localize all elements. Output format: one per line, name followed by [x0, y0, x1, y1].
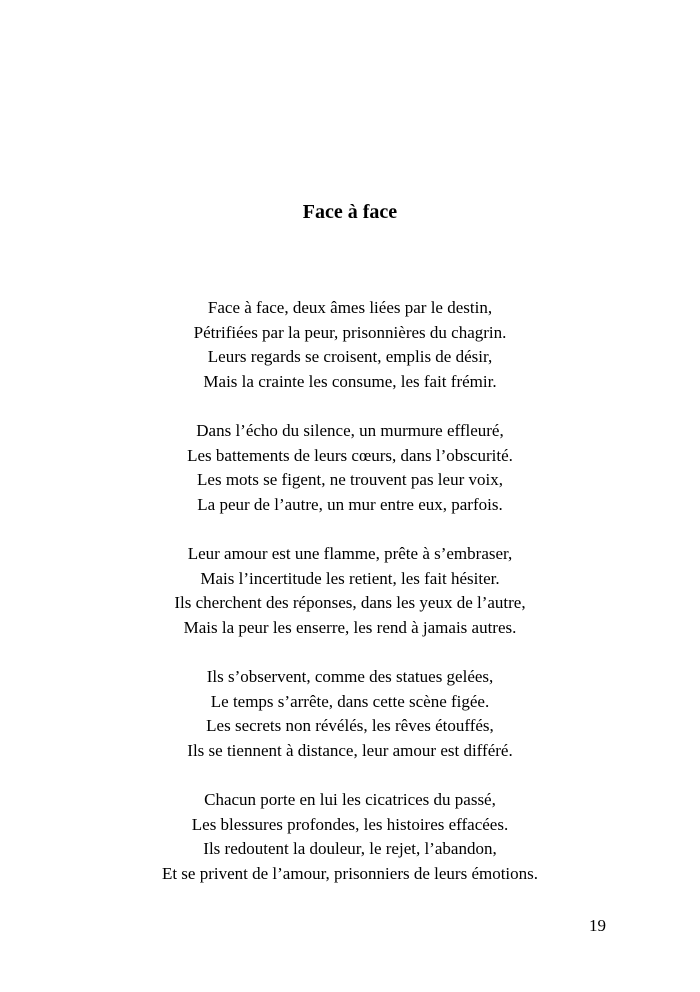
poem-line: Et se privent de l’amour, prisonniers de leurs émotions. — [161, 863, 539, 883]
poem-line: Les secrets non révélés, les rêves étouffés, — [206, 716, 494, 735]
stanza — [0, 296, 700, 394]
poem-line: Ils s’observent, comme des statues gelées, — [206, 667, 494, 686]
poem-title: Face à face — [302, 201, 398, 223]
poem-line: La peur de l’autre, un mur entre eux, parfois. — [197, 494, 503, 514]
poem-line: Les mots se figent, ne trouvent pas leur voix, — [197, 470, 503, 489]
stanza — [0, 788, 700, 886]
stanza — [0, 542, 700, 640]
poem-line: Mais l’incertitude les retient, les fait hésiter. — [200, 568, 500, 588]
poem-line: Chacun porte en lui les cicatrices du passé, — [204, 790, 496, 809]
stanza — [0, 419, 700, 517]
poem-line: Leurs regards se croisent, emplis de désir, — [207, 347, 493, 366]
poem-line: Le temps s’arrête, dans cette scène figée. — [210, 691, 490, 711]
poem-line: Les blessures profondes, les histoires effacées. — [191, 814, 509, 834]
poem-line: Face à face, deux âmes liées par le destin, — [207, 298, 493, 317]
poem-body — [0, 296, 700, 911]
poem-line: Ils cherchent des réponses, dans les yeux de l’autre, — [174, 593, 526, 612]
poem-line: Mais la crainte les consume, les fait frémir. — [203, 371, 497, 391]
poem-line: Mais la peur les enserre, les rend à jamais autres. — [183, 617, 517, 637]
poem-line: Ils se tiennent à distance, leur amour est différé. — [187, 740, 513, 760]
poem-line: Dans l’écho du silence, un murmure effleuré, — [196, 421, 504, 440]
poem-line: Ils redoutent la douleur, le rejet, l’abandon, — [203, 839, 497, 858]
poem-line: Pétrifiées par la peur, prisonnières du chagrin. — [193, 322, 507, 342]
poem-line: Les battements de leurs cœurs, dans l’obscurité. — [187, 445, 513, 465]
page-number: 19 — [589, 916, 606, 935]
stanza — [0, 665, 700, 763]
poem-line: Leur amour est une flamme, prête à s’embraser, — [187, 544, 513, 563]
